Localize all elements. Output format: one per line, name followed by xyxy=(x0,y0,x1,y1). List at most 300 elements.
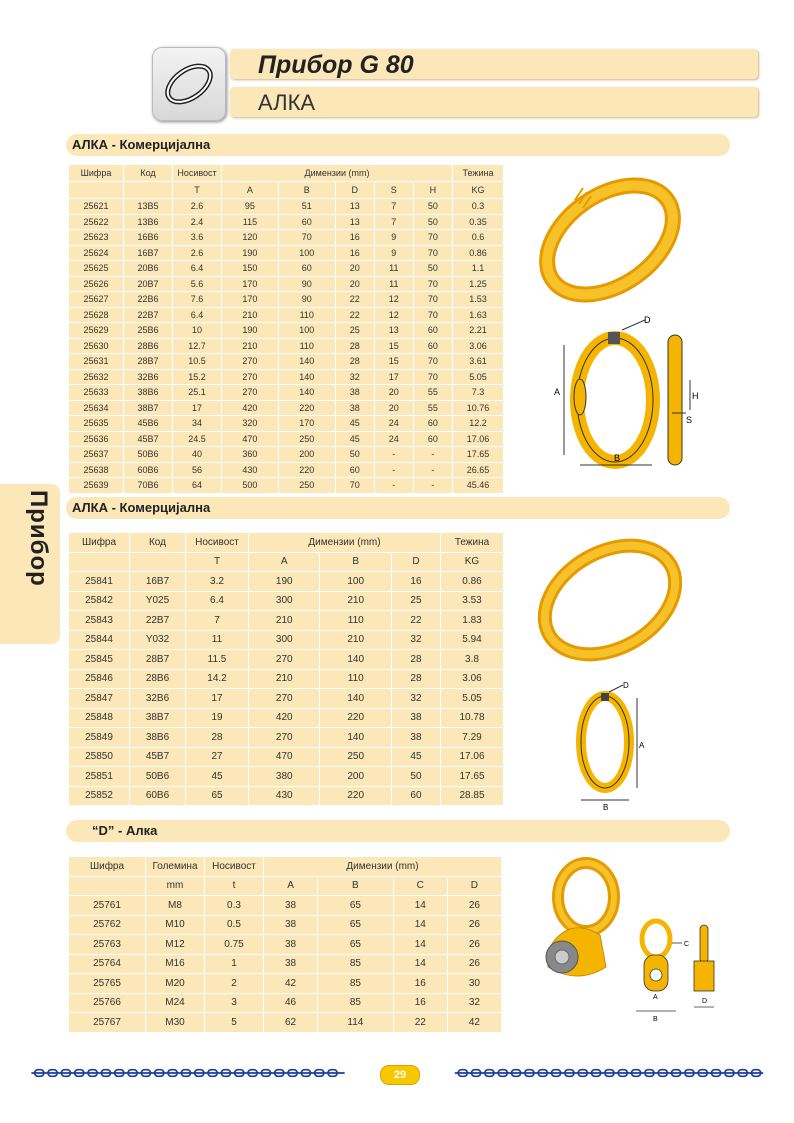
table-cell: - xyxy=(374,447,413,463)
table-cell: 32 xyxy=(391,689,440,709)
table-cell: 110 xyxy=(320,669,391,689)
table-cell: 13 xyxy=(335,199,374,215)
table-cell: 110 xyxy=(278,307,335,323)
table-row xyxy=(69,199,504,215)
table-cell: 270 xyxy=(222,385,279,401)
table-cell: 11 xyxy=(374,261,413,277)
unit: KG xyxy=(441,552,504,572)
table-cell: 25639 xyxy=(69,478,124,494)
table-cell: 90 xyxy=(278,292,335,308)
table-cell: 200 xyxy=(320,767,391,787)
side-tab-label: Прибор xyxy=(25,490,52,587)
table-cell: 140 xyxy=(320,650,391,670)
table-cell: 38B7 xyxy=(130,708,186,728)
table-cell: 15.2 xyxy=(173,369,222,385)
table-cell: 115 xyxy=(222,214,279,230)
table-cell: 170 xyxy=(222,292,279,308)
table-cell: 0.6 xyxy=(453,230,504,246)
table-cell: 210 xyxy=(222,307,279,323)
table-cell: 1 xyxy=(205,954,264,974)
table-cell: 55 xyxy=(413,400,452,416)
table-cell: 32 xyxy=(447,993,501,1013)
table-cell: 3.61 xyxy=(453,354,504,370)
dim-a-label: A xyxy=(639,741,645,750)
table-cell: 0.86 xyxy=(453,245,504,261)
table-cell: 25630 xyxy=(69,338,124,354)
table-cell: 17 xyxy=(374,369,413,385)
table-cell: 114 xyxy=(318,1013,394,1033)
unit: B xyxy=(318,876,394,896)
unit: B xyxy=(320,552,391,572)
table-cell: 220 xyxy=(278,400,335,416)
dim-d-label: D xyxy=(702,998,708,1005)
table-cell: 70 xyxy=(413,307,452,323)
table-cell: 210 xyxy=(320,630,391,650)
unit: H xyxy=(413,182,452,199)
table-cell: 270 xyxy=(249,689,320,709)
table-cell: 190 xyxy=(249,572,320,592)
table-cell: 16 xyxy=(393,993,447,1013)
unit: A xyxy=(249,552,320,572)
table-cell: 13B5 xyxy=(124,199,173,215)
table-cell: 19 xyxy=(186,708,249,728)
table-cell: 10.5 xyxy=(173,354,222,370)
table-cell: 32B6 xyxy=(130,689,186,709)
table-cell: M12 xyxy=(146,935,205,955)
table-row xyxy=(69,230,504,246)
table-cell: 0.5 xyxy=(205,915,264,935)
table-cell: 190 xyxy=(222,323,279,339)
table-cell: 25763 xyxy=(69,935,146,955)
table-cell: 38 xyxy=(264,915,318,935)
table-cell: 220 xyxy=(320,786,391,806)
dim-h-label: H xyxy=(692,391,699,401)
section-3-table xyxy=(68,856,502,1033)
table-cell: Y032 xyxy=(130,630,186,650)
table-cell: 430 xyxy=(222,462,279,478)
section-2-title: АЛКА - Комерцијална xyxy=(66,497,730,519)
table-cell: 100 xyxy=(278,245,335,261)
table-row xyxy=(69,261,504,277)
table-cell: 38 xyxy=(264,896,318,916)
table-cell: 22 xyxy=(393,1013,447,1033)
table-cell: 13 xyxy=(374,323,413,339)
table-cell: 5.6 xyxy=(173,276,222,292)
oval-link-dimension-diagram xyxy=(565,680,665,815)
table-cell: 10.78 xyxy=(441,708,504,728)
table-row xyxy=(69,767,504,787)
table-cell: 16B7 xyxy=(124,245,173,261)
table-cell: 16 xyxy=(391,572,440,592)
table-cell: 38 xyxy=(264,954,318,974)
table-cell: 300 xyxy=(249,630,320,650)
dim-a-label: A xyxy=(554,387,561,397)
table-cell: 60 xyxy=(278,261,335,277)
table-cell: 45B7 xyxy=(124,431,173,447)
table-row xyxy=(69,385,504,401)
table-cell: 500 xyxy=(222,478,279,494)
table-cell: - xyxy=(374,478,413,494)
table-cell: 2.21 xyxy=(453,323,504,339)
table-cell: 1.83 xyxy=(441,611,504,631)
table-cell: 7 xyxy=(374,214,413,230)
table-row xyxy=(69,431,504,447)
table-cell: 26 xyxy=(447,896,501,916)
col-capacity: Носивост xyxy=(205,857,264,877)
table-cell: 50 xyxy=(335,447,374,463)
table-cell: 38B6 xyxy=(130,728,186,748)
table-row xyxy=(69,1013,502,1033)
table-cell: 38 xyxy=(391,728,440,748)
table-cell: 2 xyxy=(205,974,264,994)
table-cell: 28B6 xyxy=(124,338,173,354)
table-cell: M16 xyxy=(146,954,205,974)
table-cell: 170 xyxy=(278,416,335,432)
table-cell: 42 xyxy=(447,1013,501,1033)
table-cell: 140 xyxy=(278,385,335,401)
table-cell: - xyxy=(413,447,452,463)
dim-d-label: D xyxy=(644,315,651,325)
table-row xyxy=(69,245,504,261)
unit: C xyxy=(393,876,447,896)
section-2-table xyxy=(68,532,504,806)
table-cell: 60 xyxy=(335,462,374,478)
table-cell: 25637 xyxy=(69,447,124,463)
table-cell: 270 xyxy=(222,369,279,385)
table-cell: 25634 xyxy=(69,400,124,416)
table-cell: 12 xyxy=(374,307,413,323)
table-cell: 25632 xyxy=(69,369,124,385)
table-row xyxy=(69,611,504,631)
page-number: 29 xyxy=(380,1065,420,1085)
table-cell: 20 xyxy=(374,400,413,416)
table-cell: 7.6 xyxy=(173,292,222,308)
table-cell: 210 xyxy=(249,611,320,631)
col-weight: Тежина xyxy=(441,533,504,553)
table-cell: 45 xyxy=(186,767,249,787)
table-cell: 17.65 xyxy=(453,447,504,463)
table-cell: 38 xyxy=(391,708,440,728)
table-row xyxy=(69,689,504,709)
table-row xyxy=(69,447,504,463)
table-row xyxy=(69,292,504,308)
table-cell: 16 xyxy=(335,230,374,246)
table-cell: 60 xyxy=(413,323,452,339)
table-cell: 70 xyxy=(413,354,452,370)
table-cell: 28 xyxy=(335,338,374,354)
col-capacity: Носивост xyxy=(186,533,249,553)
table-cell: 25842 xyxy=(69,591,130,611)
table-row xyxy=(69,307,504,323)
table-row xyxy=(69,591,504,611)
table-cell: 7 xyxy=(374,199,413,215)
table-cell: 65 xyxy=(318,915,394,935)
table-cell: 25633 xyxy=(69,385,124,401)
table-cell: 65 xyxy=(318,896,394,916)
table-cell: 15 xyxy=(374,354,413,370)
section-3-title: “D” - Алка xyxy=(66,820,730,842)
col-code: Шифра xyxy=(69,857,146,877)
table-cell: 26 xyxy=(447,954,501,974)
table-cell: 25629 xyxy=(69,323,124,339)
table-cell: 150 xyxy=(222,261,279,277)
table-cell: 45 xyxy=(335,431,374,447)
table-cell: 25625 xyxy=(69,261,124,277)
table-cell: 11.5 xyxy=(186,650,249,670)
table-row xyxy=(69,935,502,955)
table-row xyxy=(69,974,502,994)
table-row xyxy=(69,369,504,385)
table-cell: 7.3 xyxy=(453,385,504,401)
table-cell: 140 xyxy=(278,369,335,385)
table-cell: 2.4 xyxy=(173,214,222,230)
table-cell: 60 xyxy=(413,338,452,354)
table-cell: 17 xyxy=(186,689,249,709)
table-cell: 20 xyxy=(335,276,374,292)
table-cell: 25852 xyxy=(69,786,130,806)
table-cell: 420 xyxy=(249,708,320,728)
table-cell: 25631 xyxy=(69,354,124,370)
table-row xyxy=(69,896,502,916)
table-cell: 25622 xyxy=(69,214,124,230)
unit: A xyxy=(222,182,279,199)
table-cell: 0.35 xyxy=(453,214,504,230)
section-1-title: АЛКА - Комерцијална xyxy=(66,134,730,156)
table-cell: 14 xyxy=(393,915,447,935)
table-cell: Y025 xyxy=(130,591,186,611)
table-cell: 25762 xyxy=(69,915,146,935)
table-cell: 25850 xyxy=(69,747,130,767)
table-cell: 40 xyxy=(173,447,222,463)
table-cell: 17.65 xyxy=(441,767,504,787)
table-cell: 26 xyxy=(447,935,501,955)
unit: KG xyxy=(453,182,504,199)
table-cell: 25765 xyxy=(69,974,146,994)
table-cell: 32B6 xyxy=(124,369,173,385)
table-cell: 100 xyxy=(320,572,391,592)
table-cell: 65 xyxy=(318,935,394,955)
table-cell: 1.1 xyxy=(453,261,504,277)
col-size: Големина xyxy=(146,857,205,877)
table-cell: 0.3 xyxy=(205,896,264,916)
table-cell: 30 xyxy=(447,974,501,994)
col-dimensions: Димензии (mm) xyxy=(264,857,502,877)
table-cell: 46 xyxy=(264,993,318,1013)
table-cell: 70 xyxy=(413,292,452,308)
table-cell: 28B6 xyxy=(130,669,186,689)
table-cell: 3.06 xyxy=(453,338,504,354)
d-ring-image xyxy=(528,855,628,990)
table-cell: 62 xyxy=(264,1013,318,1033)
table-cell: 190 xyxy=(222,245,279,261)
table-cell: 25621 xyxy=(69,199,124,215)
table-cell: 140 xyxy=(320,728,391,748)
table-cell: 50B6 xyxy=(130,767,186,787)
d-ring-dimension-diagram xyxy=(628,915,728,1035)
table-cell: 22 xyxy=(335,307,374,323)
col-code: Шифра xyxy=(69,533,130,553)
table-row xyxy=(69,214,504,230)
table-cell: 5 xyxy=(205,1013,264,1033)
table-cell: 55 xyxy=(413,385,452,401)
table-cell: 16 xyxy=(335,245,374,261)
table-cell: 22 xyxy=(391,611,440,631)
unit: A xyxy=(264,876,318,896)
table-cell: 20 xyxy=(335,261,374,277)
table-cell: 70 xyxy=(278,230,335,246)
table-cell: 15 xyxy=(374,338,413,354)
table-cell: 56 xyxy=(173,462,222,478)
table-cell: 25627 xyxy=(69,292,124,308)
table-cell: 25841 xyxy=(69,572,130,592)
table-row xyxy=(69,478,504,494)
table-cell: 6.4 xyxy=(173,307,222,323)
table-cell: 64 xyxy=(173,478,222,494)
table-cell: M10 xyxy=(146,915,205,935)
table-cell: 220 xyxy=(278,462,335,478)
table-cell: 22B7 xyxy=(130,611,186,631)
table-cell: 5.94 xyxy=(441,630,504,650)
table-cell: 25848 xyxy=(69,708,130,728)
table-cell: 95 xyxy=(222,199,279,215)
table-cell: 60 xyxy=(413,416,452,432)
table-cell: 17 xyxy=(173,400,222,416)
table-cell: 25638 xyxy=(69,462,124,478)
table-cell: 6.4 xyxy=(186,591,249,611)
oval-link-image xyxy=(530,525,690,675)
table-cell: 7.29 xyxy=(441,728,504,748)
table-cell: 28B7 xyxy=(124,354,173,370)
page-subtitle: АЛКА xyxy=(230,87,758,117)
table-cell: 270 xyxy=(222,354,279,370)
table-cell: 220 xyxy=(320,708,391,728)
table-cell: M24 xyxy=(146,993,205,1013)
table-cell: 300 xyxy=(249,591,320,611)
unit: B xyxy=(278,182,335,199)
table-cell: 3.6 xyxy=(173,230,222,246)
table-cell: 1.63 xyxy=(453,307,504,323)
table-row xyxy=(69,416,504,432)
table-cell: 25849 xyxy=(69,728,130,748)
dim-a-label: A xyxy=(653,994,658,1001)
table-cell: 6.4 xyxy=(173,261,222,277)
table-cell: 50 xyxy=(413,214,452,230)
table-cell: 28 xyxy=(335,354,374,370)
table-cell: 3.06 xyxy=(441,669,504,689)
table-cell: 60 xyxy=(391,786,440,806)
table-cell: 0.86 xyxy=(441,572,504,592)
table-cell: 60 xyxy=(278,214,335,230)
table-cell: 140 xyxy=(320,689,391,709)
table-cell: 24 xyxy=(374,431,413,447)
table-cell: 100 xyxy=(278,323,335,339)
link-dimension-diagram xyxy=(540,315,720,490)
table-cell: 420 xyxy=(222,400,279,416)
table-cell: 24 xyxy=(374,416,413,432)
col-dimensions: Димензии (mm) xyxy=(249,533,441,553)
table-row xyxy=(69,728,504,748)
col-kod: Код xyxy=(124,165,173,182)
table-cell: 42 xyxy=(264,974,318,994)
page-title: Прибор G 80 xyxy=(230,49,758,79)
table-cell: 38 xyxy=(335,400,374,416)
table-cell: 70 xyxy=(413,369,452,385)
table-cell: 3 xyxy=(205,993,264,1013)
table-cell: 3.8 xyxy=(441,650,504,670)
table-cell: 110 xyxy=(278,338,335,354)
table-cell: 28.85 xyxy=(441,786,504,806)
table-cell: 70 xyxy=(335,478,374,494)
table-cell: 65 xyxy=(186,786,249,806)
dim-d-label: D xyxy=(623,681,629,690)
table-row xyxy=(69,462,504,478)
table-cell: 45.46 xyxy=(453,478,504,494)
table-cell: 38 xyxy=(264,935,318,955)
table-cell: 1.25 xyxy=(453,276,504,292)
table-cell: 12.7 xyxy=(173,338,222,354)
table-cell: 5.05 xyxy=(441,689,504,709)
unit: D xyxy=(391,552,440,572)
table-cell: 25628 xyxy=(69,307,124,323)
table-cell: 28 xyxy=(391,669,440,689)
table-cell: 210 xyxy=(320,591,391,611)
table-cell: 25636 xyxy=(69,431,124,447)
table-cell: 28B7 xyxy=(130,650,186,670)
table-cell: 25635 xyxy=(69,416,124,432)
oval-ring-icon xyxy=(153,48,225,120)
table-cell: 9 xyxy=(374,230,413,246)
table-row xyxy=(69,708,504,728)
table-cell: 12 xyxy=(374,292,413,308)
table-cell: 470 xyxy=(222,431,279,447)
table-cell: 27 xyxy=(186,747,249,767)
table-row xyxy=(69,954,502,974)
unit: mm xyxy=(146,876,205,896)
table-cell: 1.53 xyxy=(453,292,504,308)
unit: T xyxy=(186,552,249,572)
table-cell: 0.3 xyxy=(453,199,504,215)
table-cell: 85 xyxy=(318,974,394,994)
table-cell: 32 xyxy=(391,630,440,650)
table-cell: 320 xyxy=(222,416,279,432)
table-cell: 25764 xyxy=(69,954,146,974)
table-cell: 25846 xyxy=(69,669,130,689)
table-cell: 22B6 xyxy=(124,292,173,308)
table-cell: 380 xyxy=(249,767,320,787)
table-row xyxy=(69,650,504,670)
table-row xyxy=(69,354,504,370)
table-cell: 210 xyxy=(249,669,320,689)
oval-master-link-image xyxy=(535,160,685,320)
dim-s-label: S xyxy=(686,415,693,425)
unit: t xyxy=(205,876,264,896)
table-cell: 25623 xyxy=(69,230,124,246)
table-cell: 60B6 xyxy=(124,462,173,478)
table-cell: 70 xyxy=(413,276,452,292)
table-cell: 14 xyxy=(393,935,447,955)
table-row xyxy=(69,786,504,806)
table-cell: 25624 xyxy=(69,245,124,261)
table-cell: 70B6 xyxy=(124,478,173,494)
table-row xyxy=(69,915,502,935)
table-cell: 11 xyxy=(186,630,249,650)
table-cell: 2.6 xyxy=(173,245,222,261)
table-row xyxy=(69,323,504,339)
table-cell: 25851 xyxy=(69,767,130,787)
table-cell: 250 xyxy=(278,478,335,494)
table-cell: 32 xyxy=(335,369,374,385)
table-cell: 140 xyxy=(278,354,335,370)
